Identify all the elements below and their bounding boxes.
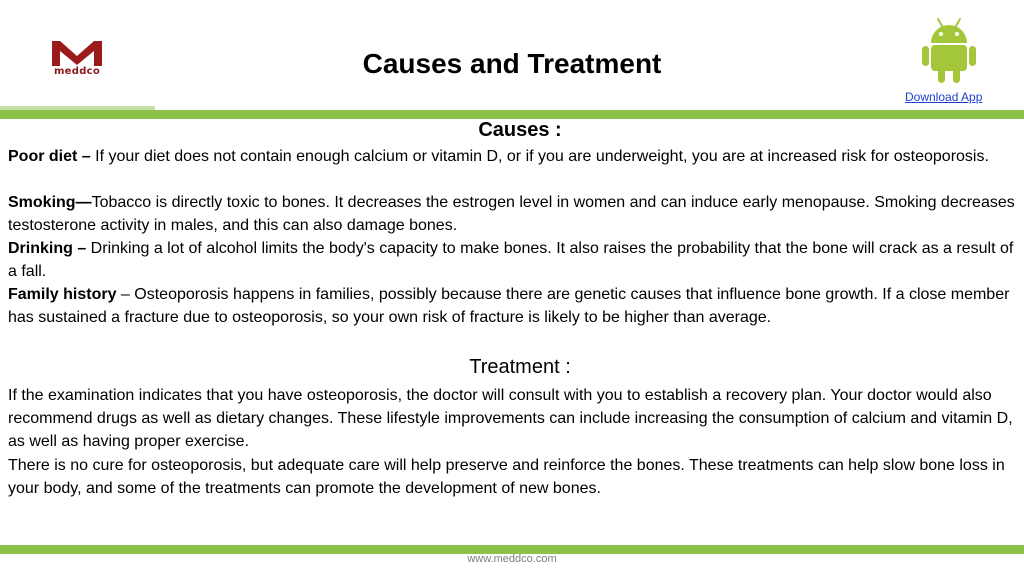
cause-term: Family history	[8, 286, 117, 303]
cause-text: Drinking a lot of alcohol limits the body's capacity to make bones. It also raises the probability that the bone will crack as a result of a fall.	[8, 240, 1014, 281]
cause-drinking	[8, 237, 1018, 283]
causes-heading: Causes :	[478, 119, 562, 141]
logo-text: meddco	[53, 66, 101, 77]
cause-poor-diet	[8, 145, 1018, 168]
cause-term: Poor diet –	[8, 148, 91, 165]
cause-term: Drinking –	[8, 240, 87, 257]
android-icon[interactable]	[921, 17, 977, 85]
header-divider	[0, 110, 1024, 119]
cause-smoking	[8, 191, 1018, 237]
page-title: Causes and Treatment	[362, 48, 662, 79]
footer-url: www.meddco.com	[467, 553, 557, 565]
cause-text: If your diet does not contain enough calcium or vitamin D, or if you are underweight, you are at increased risk for osteoporosis.	[90, 148, 989, 165]
cause-text: Tobacco is directly toxic to bones. It decreases the estrogen level in women and can induce early menopause. Smoking decreases testosterone activity in males, and this can also damage bones.	[8, 194, 1015, 235]
treatment-heading: Treatment :	[469, 356, 571, 378]
cause-text: – Osteoporosis happens in families, possibly because there are genetic causes that influence bone growth. If a close member has sustained a fracture due to osteoporosis, so your own risk of fracture is likely to be higher than average.	[8, 286, 1010, 327]
treatment-paragraph: There is no cure for osteoporosis, but adequate care will help preserve and reinforce the bones. These treatments can help slow bone loss in your body, and some of the treatments can promote the development of new bones.	[8, 457, 1005, 498]
download-app-link[interactable]: Download App	[905, 90, 983, 104]
cause-term: Smoking—	[8, 194, 92, 211]
cause-family-history	[8, 283, 1018, 329]
treatment-paragraph: If the examination indicates that you have osteoporosis, the doctor will consult with you to establish a recovery plan. Your doctor would also recommend drugs as well as dietary changes. These lifestyle improvements can include increasing the consumption of calcium and vitamin D, as well as having proper exercise.	[8, 387, 1013, 451]
